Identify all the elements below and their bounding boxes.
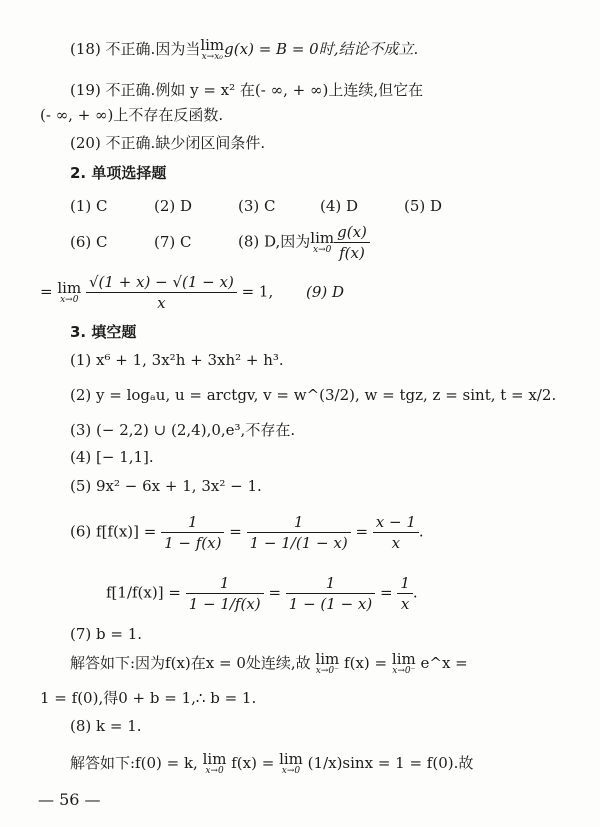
answer-4: (4) D — [320, 197, 359, 215]
item-19-line2: (- ∞, + ∞)上不存在反函数. — [40, 106, 224, 124]
fill-answer-6-line2: f[1/f(x)] = $\frac{1}{1 - 1/f(x)}$ = $\frac{1}{1 - (1 - x)}$ = $\frac{1}{x}$ . — [106, 574, 418, 613]
item-19-line1: (19) 不正确.例如 y = x² 在(- ∞, + ∞)上连续,但它在 — [70, 81, 424, 99]
lim-expression: lim x→0 — [310, 228, 335, 255]
fill-answer-7: (7) b = 1. — [70, 625, 143, 643]
fill-answer-8-solution: 解答如下:f(0) = k, lim x→0 f(x) = lim x→0 (1/x)sinx = 1 = f(0).故 — [70, 750, 474, 776]
lim-expression: lim x→0⁻ — [391, 650, 416, 676]
fraction: $\frac{1}{1 - 1/(1 - x)}$ — [247, 512, 351, 553]
page-number: — 56 — — [38, 790, 101, 809]
section-3-heading: 3. 填空题 — [70, 323, 137, 341]
answer-5: (5) D — [404, 197, 443, 215]
lim-expression: lim x→0⁻ — [315, 650, 340, 676]
lim-expression: lim x→0 — [202, 750, 227, 776]
fraction: $\frac{1}{1 - (1 - x)}$ — [286, 573, 375, 614]
lim-expression: lim x→0 — [279, 750, 303, 776]
fill-answer-6-line1: (6) f[f(x)] = $\frac{1}{1 - f(x)}$ = $\frac{1}{1 - 1/(1 - x)}$ = $\frac{x - 1}{x}$ . — [70, 513, 424, 552]
lim-expression: lim x→0 — [57, 278, 82, 305]
fraction: $\frac{1}{x}$ — [397, 573, 413, 614]
fill-answer-1: (1) x⁶ + 1, 3x²h + 3xh² + h³. — [70, 351, 284, 369]
answer-6: (6) C — [70, 232, 108, 251]
fraction: $\frac{1}{1 - 1/f(x)}$ — [186, 573, 264, 614]
fill-answer-7-solution-cont: 1 = f(0),得0 + b = 1,∴ b = 1. — [40, 689, 257, 707]
fill-answer-2: (2) y = logₐu, u = arctgv, v = w^(3/2), w = tgz, z = sint, t = x/2. — [70, 386, 557, 404]
choice-row-2 — [70, 222, 370, 263]
fill-answer-5: (5) 9x² − 6x + 1, 3x² − 1. — [70, 477, 262, 495]
fraction: $\frac{g(x)}{f(x)}$ — [334, 222, 370, 263]
item-20: (20) 不正确.缺少闭区间条件. — [70, 134, 266, 152]
fill-answer-7-solution: 解答如下:因为f(x)在x = 0处连续,故 lim x→0⁻ f(x) = lim x→0⁻ e^x = — [70, 650, 468, 676]
lim-expression: lim x→x₀ — [200, 36, 225, 62]
answer-1: (1) C — [70, 197, 108, 215]
item-18: (18) 不正确.因为当lim x→x₀ g(x) = B = 0时,结论不成立. — [70, 36, 419, 62]
answer-7: (7) C — [154, 232, 192, 251]
fraction: $\frac{1}{1 - f(x)}$ — [161, 512, 224, 553]
answer-3: (3) C — [238, 197, 276, 215]
limit-equation: = lim x→0 $\frac{√(1 + x) - √(1 - x)}{x}$ = 1, (9) D — [40, 273, 345, 312]
fraction: $\frac{√(1 + x) - √(1 - x)}{x}$ — [86, 272, 237, 313]
answer-8: (8) D,因为 — [238, 232, 311, 251]
fill-answer-4: (4) [− 1,1]. — [70, 448, 154, 466]
answer-2: (2) D — [154, 197, 193, 215]
fill-answer-3: (3) (− 2,2) ∪ (2,4),0,e³,不存在. — [70, 421, 296, 439]
fraction: $\frac{x - 1}{x}$ — [373, 512, 419, 553]
fill-answer-8: (8) k = 1. — [70, 717, 142, 735]
section-2-heading: 2. 单项选择题 — [70, 164, 167, 182]
answer-9: (9) D — [306, 282, 345, 301]
